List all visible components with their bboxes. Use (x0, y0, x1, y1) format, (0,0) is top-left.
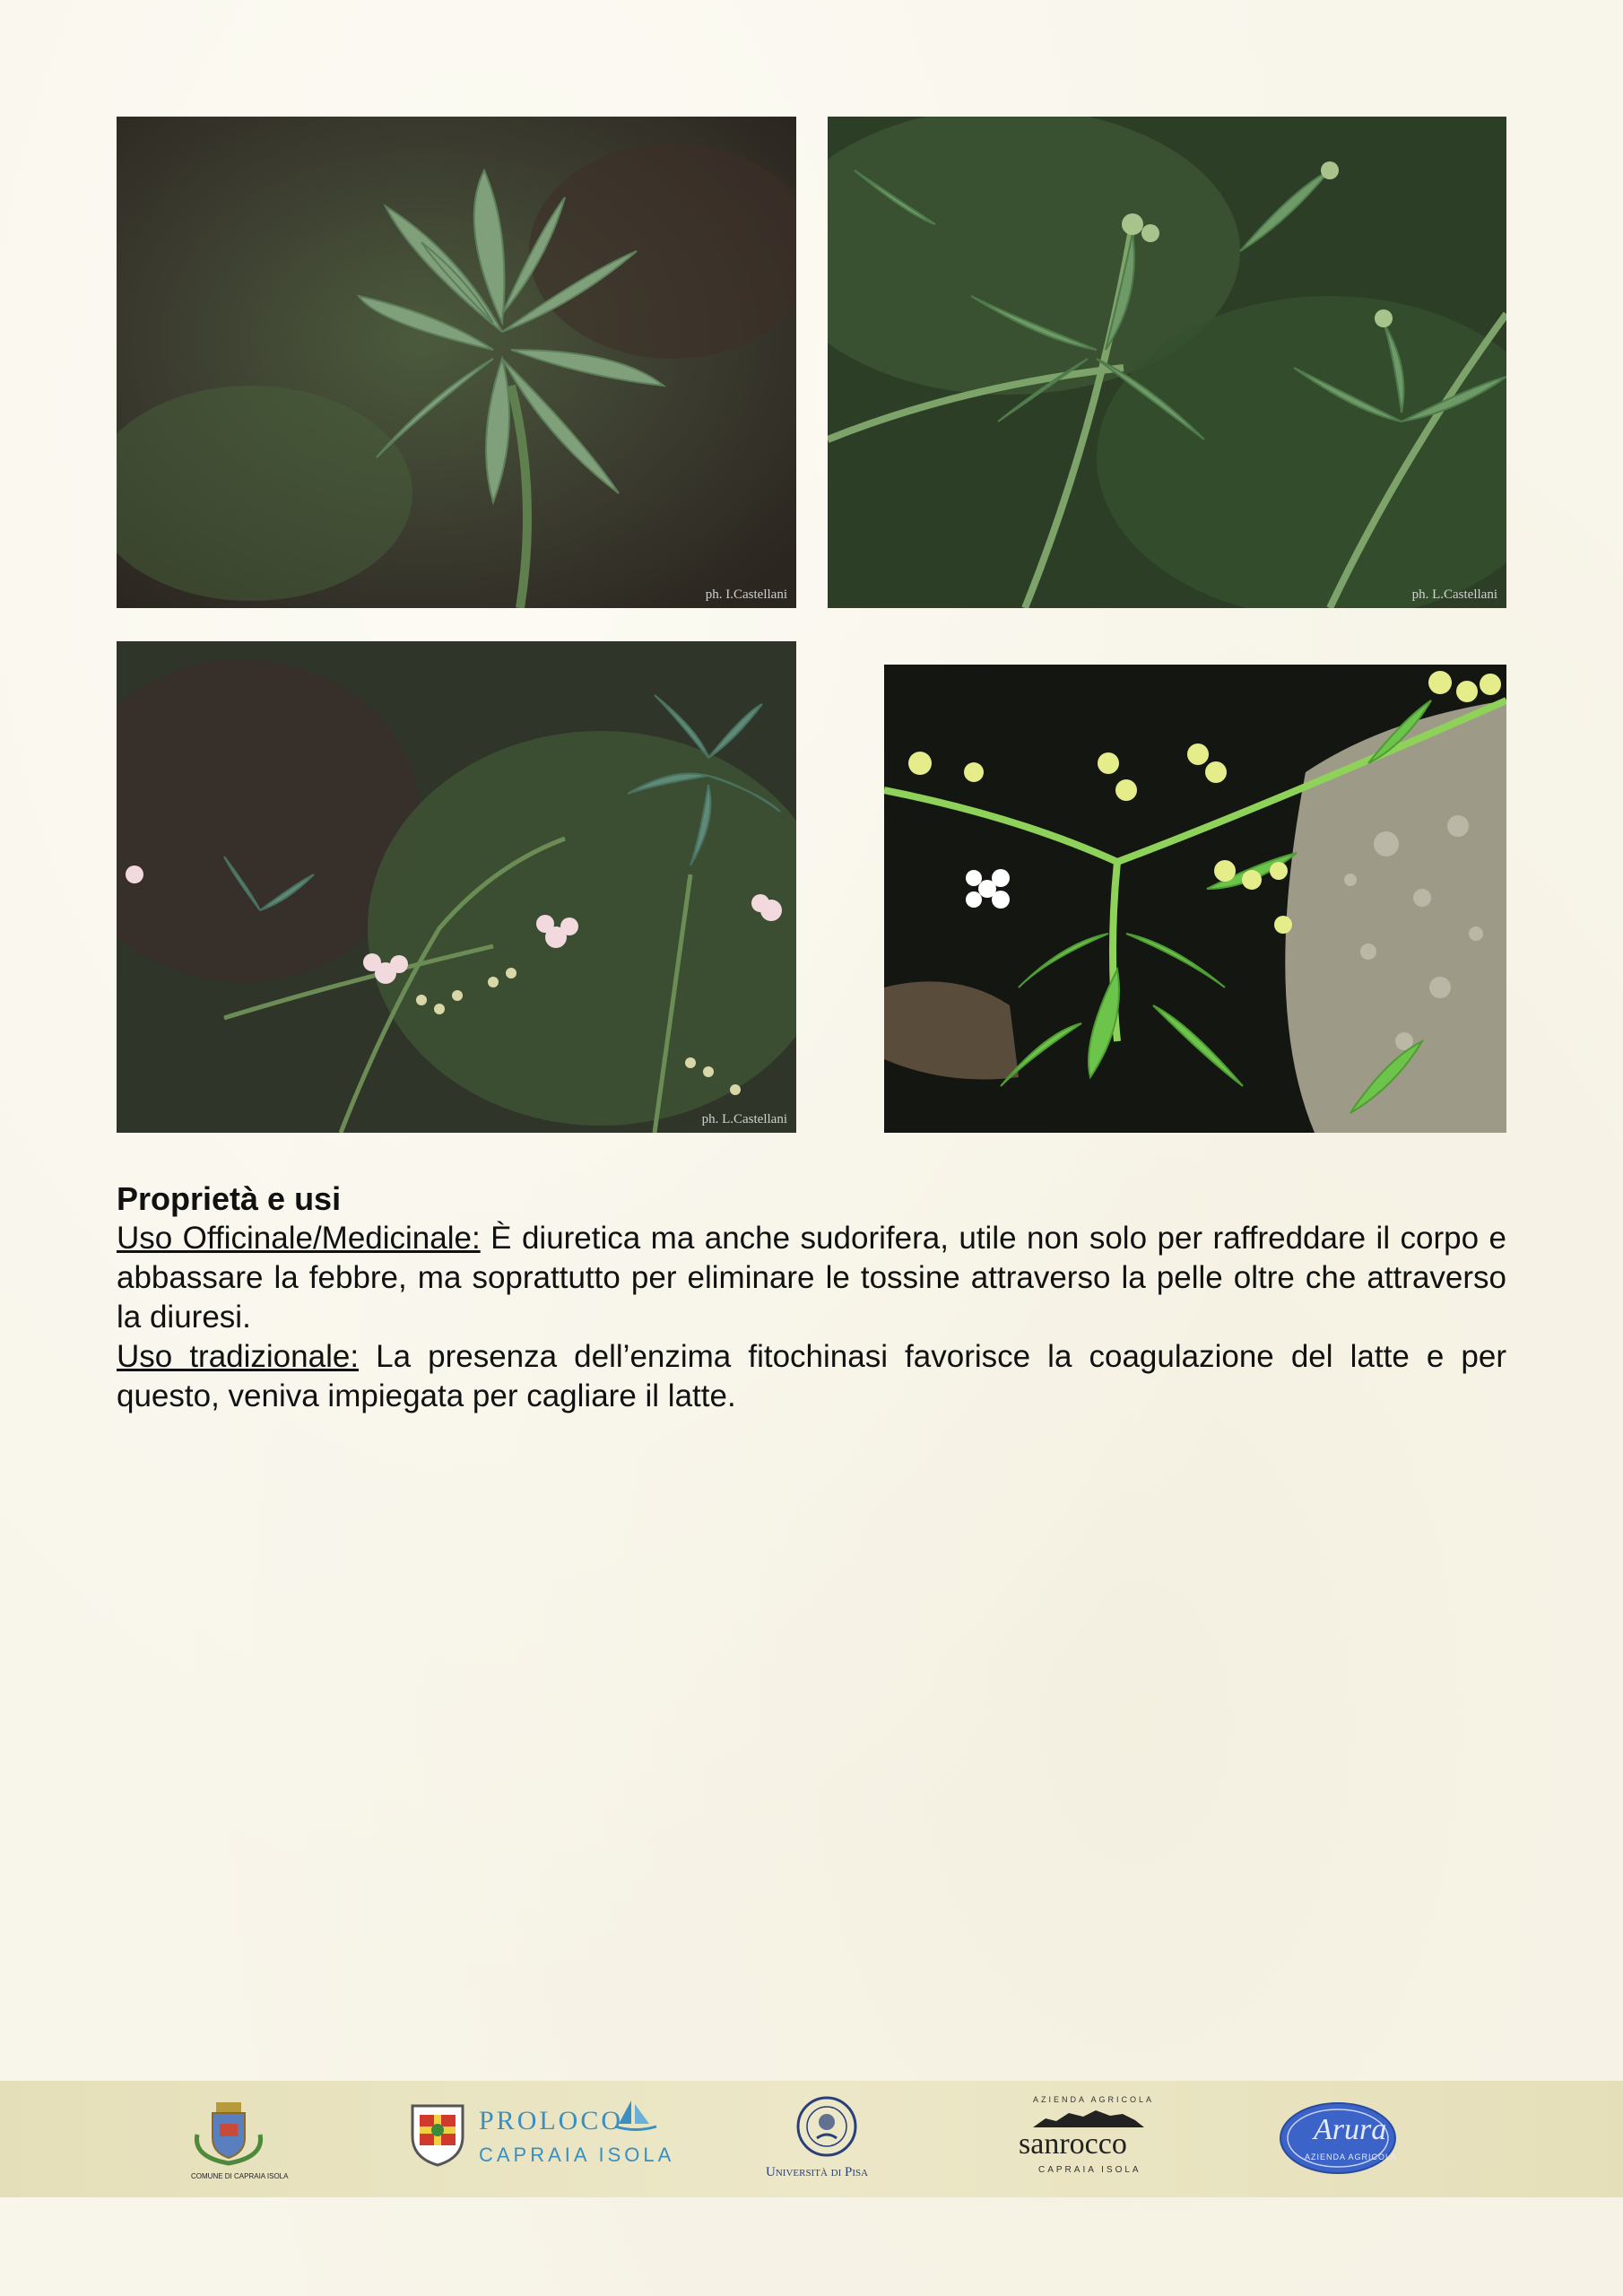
properties-section (117, 1179, 1506, 1416)
sanrocco-location: CAPRAIA ISOLA (1038, 2165, 1141, 2175)
unipi-logo (764, 2095, 890, 2188)
traditional-use-label: Uso tradizionale: (117, 1339, 360, 1374)
sponsor-footer (0, 2081, 1623, 2197)
plant-photo-rock (884, 665, 1506, 1133)
comune-logo (184, 2099, 289, 2188)
medicinal-use-text: È diuretica ma anche sudorifera, utile non solo per raffreddare il corpo e abbassare la febbre, ma soprattutto per eliminare le tossine attraverso la pelle oltre che attraverso la diuresi. (117, 1221, 1506, 1335)
medicinal-use-paragraph (117, 1219, 1506, 1337)
plant-rosette-image (117, 117, 796, 608)
photo-credit: ph. L.Castellani (1411, 587, 1497, 602)
proloco-logo (405, 2097, 674, 2183)
plant-photo-top-left (117, 117, 796, 608)
plant-stems-image (828, 117, 1506, 608)
proloco-location: CAPRAIA ISOLA (479, 2144, 675, 2166)
comune-crest-icon (184, 2099, 273, 2169)
comune-label: COMUNE DI CAPRAIA ISOLA (191, 2172, 289, 2180)
plant-photo-top-right (828, 117, 1506, 608)
traditional-use-paragraph (117, 1337, 1506, 1416)
island-silhouette-icon (1033, 2108, 1144, 2129)
proloco-shield-icon (405, 2097, 470, 2169)
traditional-use-text: La presenza dell’enzima fitochinasi favorisce la coagulazione del latte e per questo, veniva impiegata per cagliare il latte. (117, 1339, 1506, 1413)
plant-flowers-image (117, 641, 796, 1133)
arura-logo (1278, 2100, 1398, 2176)
unipi-label: Università di Pisa (766, 2165, 869, 2179)
unipi-seal-icon (795, 2095, 858, 2158)
plant-on-rock-image (884, 665, 1506, 1133)
sanrocco-logo (1013, 2093, 1166, 2192)
arura-sub: AZIENDA AGRICOLA (1305, 2152, 1398, 2161)
plant-photo-bottom-left (117, 641, 796, 1133)
photo-credit: ph. I.Castellani (705, 587, 787, 602)
sanrocco-top-label: AZIENDA AGRICOLA (1033, 2095, 1155, 2104)
photo-credit: ph. L.Castellani (701, 1112, 787, 1126)
sanrocco-name: sanrocco (1019, 2127, 1127, 2161)
arura-name: Arura (1314, 2113, 1387, 2146)
section-heading: Proprietà e usi (117, 1180, 342, 1217)
proloco-name: PROLOCO (479, 2106, 624, 2135)
medicinal-use-label: Uso Officinale/Medicinale: (117, 1221, 481, 1256)
sailboat-icon (613, 2097, 658, 2133)
